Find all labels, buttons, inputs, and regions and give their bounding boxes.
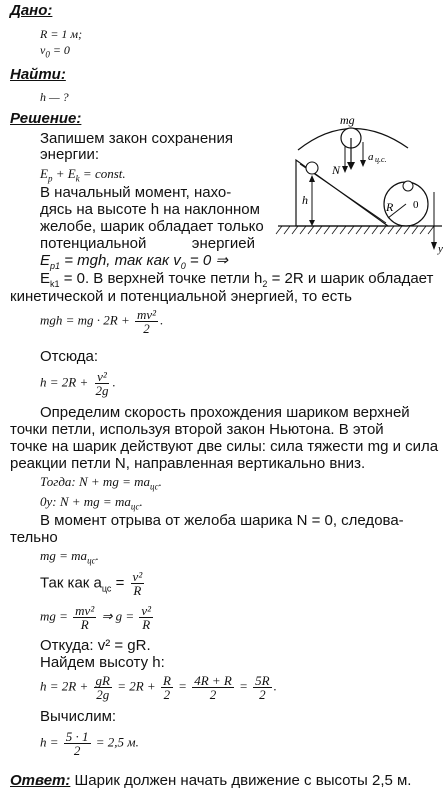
incline-ball [306,162,318,174]
equation-numeric: h = $\frac{5 \cdot 1}{2}$ = 2,5 м. [40,729,139,758]
equation-height-velocity: h = 2R + $\frac{\text{v²}}{2g}$ . [40,369,116,398]
para-newton-2: точки петли, используя второй закон Ньютона. В этой [10,421,384,438]
answer-line [10,772,411,789]
given-header: Дано: [10,2,53,19]
solution-header: Решение: [10,110,82,127]
find-height: h — ? [40,90,69,104]
label-y-axis: y [438,243,443,255]
label-radius: R [386,200,394,214]
equation-energy-conservation: $E_p + E_k$ = const. [40,166,126,184]
para-separation-2: тельно [10,529,58,546]
equation-mg-ma: mg = $ma_{цс}$. [40,548,99,566]
para-initial-4: потенциальной энергией [40,235,255,252]
para-initial-7: кинетической и потенциальной энергией, то есть [10,288,352,305]
equation-newton-vector: Тогда: N + mg = $ma_{цс}$. [40,474,162,492]
para-newton-4: реакции петли N, направленная вертикально вниз. [10,455,366,472]
find-header: Найти: [10,66,66,83]
answer-text: Шарик должен начать движение с высоты 2,5 м. [70,772,412,789]
equation-height-final: h = 2R + $\frac{gR}{2g}$ = 2R + $\frac{R}{2}$ = $\frac{4R + R}{2}$ = $\frac{5R}{2}$ . [40,673,277,702]
line-compute: Вычислим: [40,708,117,725]
ground-hatching [276,226,434,234]
para-initial-5: $E_{p1}$ = mgh, так как $v_0 = 0$ ⇒ [40,252,228,271]
line-whence-v2: Откуда: v² = gR. [40,637,151,654]
line-since: Так как $a_{цс}$ = $\frac{\text{v²}}{R}$ [40,569,143,598]
label-acceleration: a [368,151,374,163]
label-normal: N [332,163,341,177]
answer-label: Ответ: [10,772,71,789]
label-acceleration-sub: ц.с. [375,155,387,164]
given-initial-velocity: $v_0 = 0$ [40,43,70,60]
para-initial-6: $E_{k1} = 0$. В верхней точке петли $h_2 = 2R$ и шарик обладает [40,270,434,289]
para-initial-3: желобе, шарик обладает только [40,218,264,235]
para-initial-2: дясь на высоте h на наклонном [40,201,260,218]
label-center: 0 [413,199,419,211]
equation-energy-balance: mgh = mg · 2R + $\frac{\text{mv²}}{2}$ . [40,307,164,336]
para-initial-1: В начальный момент, нахо- [40,184,232,201]
para-newton-1: Определим скорость прохождения шариком верхней [40,404,410,421]
equation-newton-projection: 0y: N + mg = $ma_{цс}$. [40,494,143,512]
line-find-height: Найдем высоту h: [40,654,165,671]
para-energy-law-2: энергии: [40,146,100,163]
given-radius: R = 1 м; [40,27,83,41]
label-hence-1: Отсюда: [40,348,99,365]
loop-ball [403,181,413,191]
para-newton-3: точке на шарик действуют две силы: сила тяжести mg и сила [10,438,439,455]
para-separation-1: В момент отрыва от желоба шарика N = 0, следова- [40,512,404,529]
para-energy-law-1: Запишем закон сохранения [40,130,233,147]
loop-diagram [258,108,444,294]
label-mg: mg [340,113,355,127]
equation-g-from-v: mg = $\frac{\text{mv²}}{R}$ ⇒ g = $\frac{\text{v²}}{R}$ [40,603,152,632]
label-height: h [302,193,308,207]
